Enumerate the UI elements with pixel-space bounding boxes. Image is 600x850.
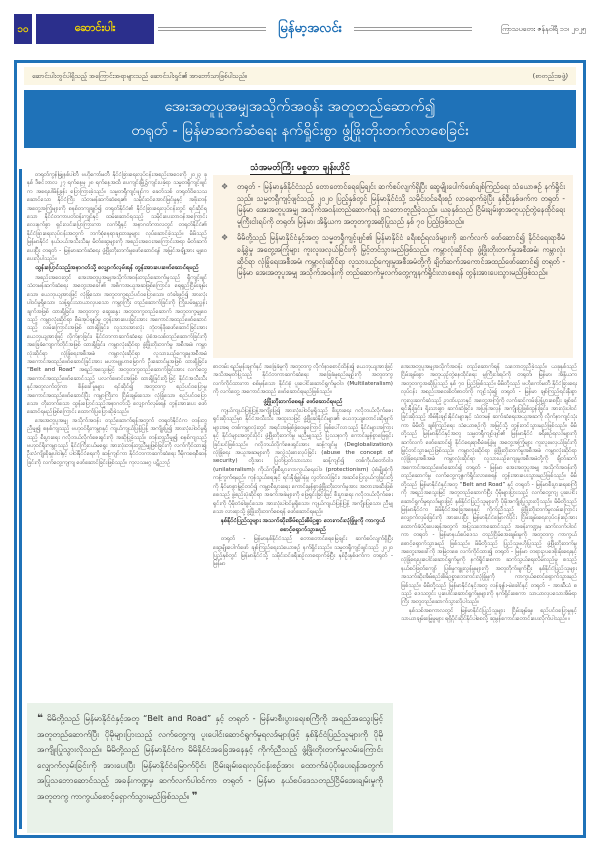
- pull-quote-text: မိမိတို့သည် မြန်မာနိုင်ငံနှင့်အတူ “Belt and Road” နှင့် တရုတ် - မြန်မာစီးပွားရေးစင်္ကြံကို အရည်အသွေးမြင့် အတူတည်ဆောက်ပြီး ပိုမိုများပြားသည့် လက်တွေ့ကျ ပူးပေါင်းဆောင်ရွက်မှုရလဒ်များဖြင့် နှစ်နိုင်ငံပြည်သူများကို ပိုမိုအကျိုးပြုသွားလိုသည်။ မိမိတို့သည် မြန်မာနိုင်ငံက မိမိနိုင်ငံအခြေအနေနှင့် ကိုက်ညီသည့် ဖွံ့ဖြိုးတိုးတက်မှုလမ်းကြောင်း လျှောက်လှမ်းခြင်းကို အားပေးပြီး မြန်မာနိုင်ငံမြောက်ပိုင်း ငြိမ်းချမ်းရေးလုပ်ငန်းစဉ်အား ထောက်ခံပံ့ပိုးပေးရန်အတွက် အပြုသဘောဆောင်သည့် အခန်းကဏ္ဍမှ ဆက်လက်ပါဝင်ကာ တရုတ် - မြန်မာ နယ်စပ်ဒေသတည်ငြိမ်အေးချမ်းမှုကို အတူတကွ ကာကွယ်စောင့်ရှောက်သွားမည်ဖြစ်သည်။: [37, 713, 384, 801]
- body-paragraph: တရုတ် - မြန်မာနှစ်နိုင်ငံသည် တောတောင်ရေမြေချင်း ဆက်စပ်လျက်ရှိပြီး ဆွေမျိုးပေါက်ဖော် ချစ်ကြည်ရေးသံယောဇဉ် နက်ရှိုင်းသည်။ သမ္မတရှီကျင့်ဖျင်သည် ၂၀၂၀ ပြည့်နှစ်တွင် မြန်မာနိုင်ငံသို့ သမိုင်းဝင်ခရီးစဉ်လာရောက်ခဲ့ပြီး နှစ်ဦးနှစ်ဖက်က တရုတ် - မြန်မာ: [213, 536, 393, 568]
- highlight-text: မိမိတို့သည် မြန်မာနိုင်ငံနှင့်အတူ သမ္မတရှီကျင့်ဖျင်၏ မြန်မာနိုင်ငံ ခရီးစဉ်ရလဒ်များကို ဆက်လက် ဖော်ဆောင်၍ နိုင်ငံရေးရာစီမံခန့်ခွဲမှု အတွေ့အကြုံများ ကူးလူးဖလှယ်ခြင်းကို မြှင့်တင်သွားမည်ဖြစ်သည်။ ကမ္ဘာလုံးဆိုင်ရာ ဖွံ့ဖြိုးတိုးတက်မှုအစီအမံ၊ ကမ္ဘာလုံးဆိုင်ရာ လုံခြုံရေးအစီအမံ၊ ကမ္ဘာလုံးဆိုင်ရာ လူသားယဉ်ကျေးမှုအစီအမံတို့ကို ချိတ်ဆက်အကောင်အထည်ဖော်ဆောင်၍ တရုတ် - မြန်မာ အေးအတူပူအမျှ အသိုက်အဝန်းကို တည်ဆောက်မှုလက်တွေ့ကျနက်ရှိုင်းလာစေရန် တွန်းအားပေးသွားမည်ဖြစ်သည်။: [237, 233, 565, 278]
- body-paragraph: တရုတ်ကွန်မြူနစ်ပါတီ ဗဟိုကော်မတီ နိုင်ငံခြားရေးလုပ်ငန်းအစည်းအဝေးကို ၂၀၂၃ ခုနှစ် ဒီဇင်ဘာလ ၂၇ ရက်နေ့မှ ၂၈ ရက်နေ့အထိ ပေကျင်းမြို့၌ကျင်းပခဲ့ရာ သမ္မတရှီကျင့်ဖျင်က အရေးပါမိန့်ခွန်း ပြောကြားခဲ့သည်။ သမ္မတရှီကျင့်ဖျင်က ခေတ်သစ် တရုတ်ဝိသေသ ဆောင်သော နိုင်ငံကြီး သံတမန်ဆက်ဆံရေး၏ သမိုင်းဝင်အောင်မြင်မှုနှင့် အဖိုးတန်အတွေ့အကြုံများကို စနစ်တကျချုပ်၍ တရုတ်နိုင်ငံ၏ နိုင်ငံခြားရေးလုပ်ငန်းတွင် ရင်ဆိုင်ရသော နိုင်ငံတကာပတ်ဝန်းကျင်နှင့် ထမ်းဆောင်ရသည့် သမိုင်းပေးတာဝန်အကြောင်း လေးနက်စွာ ရှင်းလင်းပြောကြားကာ လက်ရှိနှင့် အနာဂတ်ကာလတွင် တရုတ်နိုင်ငံ၏ နိုင်ငံခြားရေးလုပ်ငန်းအတွက် ဘက်စုံနေရာချထားမှုများ လုပ်ဆောင်ခဲ့သည်။ မိမိသည် မြန်မာနိုင်ငံ နယ်ပယ်အသီးသီးမှ မိတ်ဆွေများကို အစည်းအဝေးအကြောင်းအရာ မိတ်ဆက်ပေးပြီး တရုတ် - မြန်မာဆက်ဆံရေး ဖွံ့ဖြိုးတိုးတက်မှုဖော်ဆောင်ရန် အမြင်အချို့အား မျှဝေပေးလိုပါသည်။: [27, 172, 207, 263]
- page-number: ၁၀: [14, 14, 32, 44]
- close-quote-icon: ❞: [191, 790, 198, 802]
- section-label: ဆောင်းပါး: [36, 14, 154, 44]
- open-quote-icon: ❝: [37, 713, 43, 724]
- left-accent-rule: [19, 169, 22, 829]
- disclaimer-bar: [24, 67, 576, 85]
- author-name: သံအမတ်ကြီး မစ္စတာ ချန်းဟိုင်: [250, 163, 350, 173]
- highlight-item: [221, 232, 565, 278]
- article-title-line-1: အေးအတူပူအမျှအသိုက်အဝန်း အတူတည်ဆောက်၍: [164, 99, 436, 115]
- body-paragraph: အစည်းအဝေးတွင် အေးအတူပူအမျှအသိုက်အဝန်းတည်ဆောက်မှုသည် ရှီကျင့်ဖျင် သံတမန်ဆက်ဆံရေး အတွေးအခေါ်၏ အဓိကအယူအဆဖြစ်ကြောင်း၊ ရေရှည်ငြိမ်းချမ်းသော၊ ယေဘုယျအားဖြင့် လုံခြုံသော၊ အတူတကွစည်ပင်ဝပြောသော၊ တံခါးဖွင့်၍ အားလုံးပါဝင်မှုရှိသော၊ သန့်ရှင်းသာယာလှပသော ကမ္ဘာကြီး တည်ဆောက်ခြင်းကို ကြိုးပမ်းမှုညွှန်းချက်အဖြစ် ထားရှိခြင်း၊ အတူတကွ ဆွေးနွေး အတူတကွတည်ဆောက် အတူတကွမျှဝေသည့် ကမ္ဘာလုံးဆိုင်ရာ စီမံအုပ်ချုပ်မှု တွန်းအားပေးခြင်းအား အကောင်အထည်ဖော်ဆောင်သည့် လမ်းကြောင်းအဖြစ် ထားရှိခြင်း၊ လူသားအားလုံး ဘုံတန်ဖိုးဖော်ဆောင်ခြင်းအား ယေဘုယျအားဖြင့် လိုက်နာခြင်း၊ နိုင်ငံတကာဆက်ဆံရေး ပုံစံအသစ်တည်ဆောက်ခြင်းကို အခြေခံကျောက်တိုင်အဖြစ် ထားရှိခြင်း၊ ကမ္ဘာလုံးဆိုင်ရာ ဖွံ့ဖြိုးတိုးတက်မှု အစီအမံ၊ ကမ္ဘာလုံးဆိုင်ရာ လုံခြုံရေးအစီအမံ၊ ကမ္ဘာလုံးဆိုင်ရာ လူသားယဉ်ကျေးမှုအစီအမံ အကောင်အထည်ဖော်ဆောင်ခြင်းအား မဟာဗျူဟာမြောက် ဦးဆောင်မှုအဖြစ် ထားရှိခြင်း၊ “Belt and Road” အရည်အသွေးမြင့် အတူတကွတည်ဆောက်ခြင်းအား လက်တွေ့အကောင်အထည်ဖော်ဆောင်သည့် ပလက်ဖောင်းအဖြစ် ထားရှိခြင်းတို့ဖြင့် နိုင်ငံအသီးသီးနှင့်အတူလက်တွဲကာ စိန်ခေါ်မှုများ ရင်ဆိုင်၍ အတူတကွ စည်ပင်ဝပြောမှု အကောင်အထည်ဖော်ဆောင်ပြီး ကမ္ဘာကြီးက ငြိမ်းချမ်းသော၊ လုံခြုံသော၊ စည်ပင်ဝပြောသော၊ တိုးတက်သော ထွန်းပြောင်သည့်အနာဂတ်သို့ လျှောက်လှမ်းရန် တွန်းအားပေး ဖော်ဆောင်ရမည်ဖြစ်ကြောင်း ထောက်ပြပြောဆိုခဲ့သည်။: [27, 274, 207, 416]
- article-column-3: [401, 363, 577, 829]
- section-subheading: ဖွံ့ဖြိုးတိုးတက်စေရန် ဖော်ဆောင်ရမည်: [263, 398, 343, 405]
- header-rule-right: [354, 27, 472, 31]
- article-title-line-2: တရုတ် - မြန်မာဆက်ဆံရေး နက်ရှိုင်းစွာ ဖွံ့ဖြိုးတိုးတက်လာစေခြင်း: [131, 123, 469, 139]
- title-banner: [24, 90, 576, 148]
- article-column-2: [213, 363, 393, 655]
- article-column-1: [27, 171, 207, 751]
- body-paragraph: စာတမ်း ရည်မှန်းချက်နှင့် အခြေခံမူကို အတူတကွ လိုက်နာစောင့်ထိန်း၍ ယေဘုယျအားဖြင့် အသိအမှတ်ပြုသည့် နိုင်ငံတကာဆက်ဆံရေး အခြေခံမူစည်းမျဉ်းကို အတူတကွလက်ကိုင်ထားကာ စစ်မှန်သော နိုင်ငံစုံ ပူးပေါင်းဆောင်ရွက်မှုဝါဒ (Multilateralism) ကို လက်တွေ့ အကောင်အထည် ဖော်ဆောင်ရမည်ဖြစ်သည်။: [213, 364, 393, 396]
- diamond-bullet-icon: ❖: [221, 233, 229, 243]
- section-subheading: ထွန်းပြောင်သည့်အနာဂတ်သို့ လျှောက်လှမ်းရန် တွန်းအားပေးဖော်ဆောင်ရမည်: [35, 265, 199, 272]
- article-frame: [14, 60, 586, 838]
- disclaimer-text: ဆောင်းပါးတွင်ပါရှိသည့် အကြောင်းအရာများသည် ဆောင်းပါးရှင်၏ အာဘော်သာဖြစ်ပါသည်။: [32, 72, 247, 80]
- highlight-box: [213, 175, 573, 358]
- newspaper-logo: မြန်မာ့အလင်း: [278, 21, 342, 36]
- pull-quote: [27, 703, 393, 833]
- body-paragraph: အေးအတူပူအမျှအသိုက်အဝန်း တည်ဆောက်ရန် သဘောတူညီခဲ့သည်။ ယခုနှစ်သည် ငြိမ်းချမ်းစွာ အတူယှဉ်တွဲနေထိုင်ရေး မူကြီးငါးရပ်ကို တရုတ်၊ မြန်မာ၊ အိန္ဒိယက အတူတကွအဆိုပြုသည့် နှစ် ၇၀ ပြည့်ဖြစ်သည်။ မိမိတို့သည် ဗဟိုကော်မတီ နိုင်ငံခြားရေးလုပ်ငန်း အစည်းအဝေးစိတ်ဓာတ်ကို ကျင့်သုံး၍ တရုတ် - မြန်မာ ချစ်ကြည်ရင်းနှီးစွာ ကူးလူးဆက်ဆံသည့် ဥာဏ်ပညာနှင့် အတွေ့အကြုံကို လက်ဆင့်ကမ်းပြန့်ပွားစေပြီး ချစ်ခင်ရင်းနှီးခြင်း၊ ရိုးသားစွာ ဆက်ဆံခြင်း၊ အပြန်အလှန် အကျိုးပြုဖြစ်ထွန်းခြင်း၊ အားလုံးပါဝင်ခြင်းဆိုသည့် အိမ်နီးချင်းနိုင်ငံများနှင့် သံတမန် ဆက်ဆံရေးအယူအဆကို လိုက်နာကျင့်သုံးကာ မိမိတို့ ချစ်ကြည်ရေး သံယောဇဉ်ကို အမြင့်သို့ တွန်းတင်သွားမည်ဖြစ်သည်။ မိမိတို့သည် မြန်မာနိုင်ငံနှင့်အတူ သမ္မတရှီကျင့်ဖျင်၏ မြန်မာနိုင်ငံ ခရီးစဉ်ရလဒ်များကို ဆက်လက် ဖော်ဆောင်၍ နိုင်ငံရေးရာစီမံခန့်ခွဲမှု အတွေ့အကြုံများ ကူးလူးဖလှယ်ခြင်းကို မြှင့်တင်သွားမည်ဖြစ်သည်။ ကမ္ဘာလုံးဆိုင်ရာ ဖွံ့ဖြိုးတိုးတက်မှုအစီအမံ၊ ကမ္ဘာလုံးဆိုင်ရာ လုံခြုံရေးအစီအမံ၊ ကမ္ဘာလုံးဆိုင်ရာ လူသားယဉ်ကျေးမှုအစီအမံတို့ကို ချိတ်ဆက် အကောင်အထည်ဖော်ဆောင်၍ တရုတ် - မြန်မာ အေးအတူပူအမျှ အသိုက်အဝန်းကို တည်ဆောက်မှု လက်တွေ့ကျနက်ရှိုင်းလာစေရန် တွန်းအားပေးသွားမည်ဖြစ်သည်။ မိမိတို့သည် မြန်မာနိုင်ငံနှင့်အတူ “Belt and Road” နှင့် တရုတ် - မြန်မာစီးပွားရေးစင်္ကြံကို အရည်အသွေးမြင့် အတူတည်ဆောက်ပြီး ပိုမိုများပြားသည့် လက်တွေ့ကျ ပူးပေါင်းဆောင်ရွက်မှုရလဒ်များဖြင့် နှစ်နိုင်ငံပြည်သူများကို ပိုမိုအကျိုးပြုသွားလိုသည်။ မိမိတို့သည် မြန်မာနိုင်ငံက မိမိနိုင်ငံအခြေအနေနှင့် ကိုက်ညီသည့် ဖွံ့ဖြိုးတိုးတက်မှုလမ်းကြောင်း လျှောက်လှမ်းခြင်းကို အားပေးပြီး မြန်မာနိုင်ငံမြောက်ပိုင်း ငြိမ်းချမ်းရေးလုပ်ငန်းစဉ်အား ထောက်ခံပံ့ပိုးပေးရန်အတွက် အပြုသဘောဆောင်သည့် အခန်းကဏ္ဍမှ ဆက်လက်ပါဝင်ကာ တရုတ် - မြန်မာနယ်စပ်ဒေသ တည်ငြိမ်အေးချမ်းမှုကို အတူတကွ ကာကွယ်စောင့်ရှောက်သွားမည် ဖြစ်သည်။ မိမိတို့သည် ပြည်သူဗဟိုပြုသည့် ဖွံ့ဖြိုးတိုးတက်မှု အတွေးအခေါ်ကို အမြဲတစေ လက်ကိုင်ထား၍ တရုတ် - မြန်မာ တရားဥပဒေစိုးမိုးရေးနှင့် လုံခြုံရေးပူးပေါင်းဆောင်ရွက်မှုကို နက်ရှိုင်းစေကာ ဆက်သွယ်ရေးလိမ်လည်မှု စသည့်နယ်စပ်ဖြတ်ကျော် ပြစ်မှုကျူးလွန်မှုများကို အတူတိုက်ဖျက်ပြီး နှစ်နိုင်ငံပြည်သူများ အသက်ဆိုးအိမ်စည်းစိမ်ဥစ္စာဘေးကင်းလုံခြုံမှုကို ကာကွယ်စောင့်ရှောက်သွားမည်ဖြစ်သည်။ မိမိတို့သည် မြန်မာနိုင်ငံနှင့်အတူ လန်ချန်း-မဲခေါင်နှင့် တရုတ် - အာဆီယံ စသည့် ဒေသတွင်း ပူးပေါင်းဆောင်ရွက်မှုများကို နက်ရှိုင်းစေကာ သာယာလှပသောအိမ်ရာကြီး အတူတည်ဆောက်သွားလိုပါသည်။: [401, 364, 577, 606]
- body-paragraph: နှစ်သစ်အစကာလတွင် မြန်မာနိုင်ငံပြည်သူများ ငြိမ်းချမ်းမှု၊ စည်ပင်ဝပြောမှုနှင့် သာယာချမ်းမြေ့မှုများ ရရှိပိုင်ဆိုင်နိုင်ပါစေလို့ ဆုမွန်ကောင်းတောင်းပေးလိုက်ပါသည်။ ။: [401, 607, 577, 623]
- masthead: [14, 14, 586, 44]
- diamond-bullet-icon: ❖: [221, 182, 229, 191]
- body-paragraph: အေးအတူပူအမျှ အသိုက်အဝန်း တည်ဆောက်ရန်အတွက် တရုတ်နိုင်ငံက တန်းတူညီမျှ၍ စနစ်ကျသည့် ဗဟုဝင်ရိုးကမ္ဘာနှင့် ကျယ်ကျယ်ပြန့်ပြန့် အကျိုးပြု၍ အားလုံးပါဝင်မှုရှိသည့် စီးပွားရေး ဂလိုဘယ်လိုက်ဇေးရှင်းကို အဆိုပြုခဲ့သည်။ တန်းတူညီမျှ၍ စနစ်ကျသည့် ဗဟုဝင်ရိုးကမ္ဘာသည် နိုင်ငံကြီးငယ်မရွေး အားလုံးတန်းတူညီမျှဖြစ်ခြင်းကို လက်ကိုင်ထား၍ ဦးလံကျိုးစိုးမှုပါဝါနှင့် ပါဝါနိုင်ငံရေးကို ဆန့်ကျင်ကာ နိုင်ငံတကာဆက်ဆံရေး ဒီမိုကရေစီဆန်ခြင်းကို လက်တွေ့ကျကျ ဖော်ဆောင်ခြင်းဖြစ်သည်။ ကုလသမဂ္ဂ ပဋိညာဉ်: [27, 417, 207, 466]
- highlight-item: [221, 181, 565, 227]
- editor-note: (စာတည်းအဖွဲ့): [532, 72, 568, 80]
- issue-date: ကြာသပတေး ဇန်နဝါရီ ၁၁၊ ၂၀၂၅: [500, 25, 586, 33]
- header-rule-left: [158, 27, 266, 31]
- section-subheading: နှစ်နိုင်ငံပြည်သူများ အသက်ဆိုးအိမ်စည်းစိမ်ဥစ္စာ ဘေးကင်းလုံခြုံမှုကို ကာကွယ်စောင့်ရှောက်သွားမည်: [220, 518, 386, 533]
- body-paragraph: ကျယ်ကျယ်ပြန့်ပြန့်အကျိုးပြု၍ အားလုံးပါဝင်မှုရှိသည့် စီးပွားရေး ဂလိုဘယ်လိုက်ဇေးရှင်းဆိုသည်မှာ နိုင်ငံအသီးသီး အထူးသဖြင့် ဖွံ့ဖြိုးဆဲနိုင်ငံများ၏ ယေဘုယျတောင်းဆိုချက်များအရ တစ်ကမ္ဘာလုံးတွင် အရင်းအမြစ်ခွဲဝေမှုကြောင့် ဖြစ်ပေါ်လာသည့် နိုင်ငံများအကြားနှင့် နိုင်ငံများအတွင်းပိုင်း ဖွံ့ဖြိုးတိုးတက်မှု မညီမျှသည့် ပြဿနာကို ကောင်းမွန်စွာဖြေရှင်းခြင်းပင်ဖြစ်သည်။ ဂလိုဘယ်လိုက်ဇေးရှင်းအား ဆန့်ကျင်မှု (Deglobalization)၊ လုံခြုံရေး အယူအဆများကို အလွဲသုံးစားလုပ်ခြင်း (abuse the concept of security) တို့အား ပြတ်ပြတ်သားသား ဆန့်ကျင်၍ တစ်ကိုယ်တော်ဝါဒ (unilateralism)၊ ကိုယ်ကျိုးစီးပွားကာကွယ်ရေးဝါဒ (protectionism) ပုံစံမျိုးစုံကို ကန့်ကွက်ရမည်။ ကုန်သွယ်ရေးနှင့် ရင်းနှီးမြှုပ်နှံမှု လွတ်လပ်ခြင်း၊ အဆင်ပြေလွယ်ကူခြင်းတို့ကို နိုင်မာစွာမြှင့်တင်၍ ကမ္ဘာ့စီးပွားရေး ကောင်းမွန်စွာဖွံ့ဖြိုးတိုးတက်မှုအား အတားအဆီးဖြစ်စေသည့် ဖွဲ့စည်းပုံဆိုင်ရာ အခက်အခဲများကို ဖြေရှင်းခြင်းဖြင့် စီးပွားရေး ဂလိုဘယ်လိုက်ဇေးရှင်းကို ပိုမိုတံခါးဖွင့်သော၊ အားလုံးပါဝင်မှုရှိသော၊ ကျယ်ကျယ်ပြန့်ပြန့် အကျိုးပြုသော၊ ညီမျှသော လားရာသို့ ဖွံ့ဖြိုးတိုးတက်စေရန် ဖော်ဆောင်ရမည်။: [213, 408, 393, 515]
- highlight-text: တရုတ် - မြန်မာနှစ်နိုင်ငံသည် တောတောင်ရေမြေချင်း ဆက်စပ်လျက်ရှိပြီး ဆွေမျိုးပေါက်ဖော်ချစ်ကြည်ရေး သံယောဇဉ် နက်ရှိုင်းသည်။ သမ္မတရှီကျင့်ဖျင်သည် ၂၀၂၀ ပြည့်နှစ်တွင် မြန်မာနိုင်ငံသို့ သမိုင်းဝင်ခရီးစဉ် လာရောက်ခဲ့ပြီး နှစ်ဦးနှစ်ဖက်က တရုတ် - မြန်မာ အေးအတူပူအမျှ အသိုက်အဝန်းတည်ဆောက်ရန် သဘောတူညီခဲ့သည်။ ယခုနှစ်သည် ငြိမ်းချမ်းစွာအတူယှဉ်တွဲနေထိုင်ရေး မူကြီးငါးရပ်ကို တရုတ်၊ မြန်မာ၊ အိန္ဒိယက အတူတကွအဆိုပြုသည် နှစ် ၇၀ ပြည့်ဖြစ်သည်။: [237, 182, 565, 226]
